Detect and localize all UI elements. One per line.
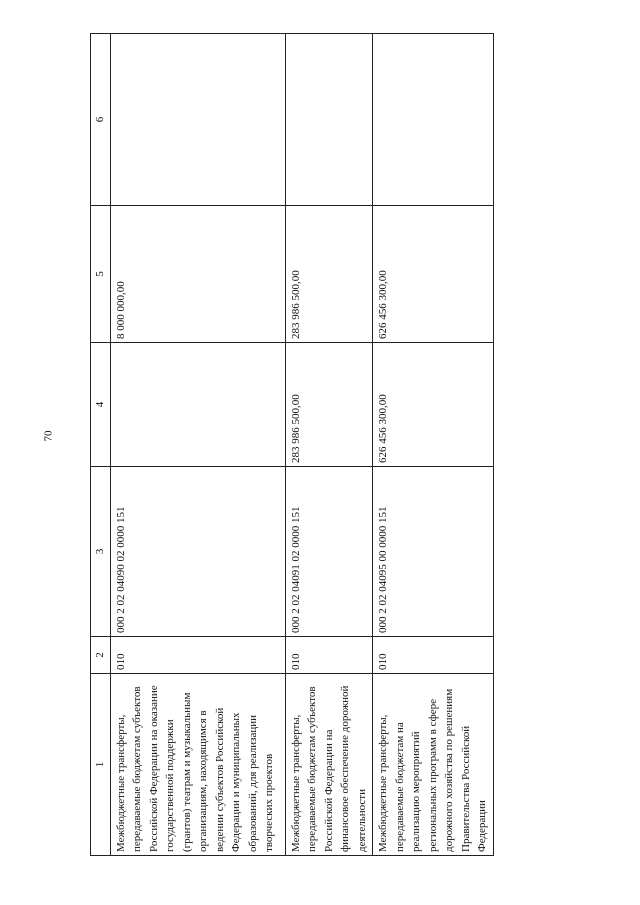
row-code-cell: 010 (285, 637, 373, 674)
page-number: 70 (42, 430, 55, 442)
row-kbk-cell: 000 2 02 04091 02 0000 151 (285, 467, 373, 637)
row-col5-cell: 8 000 000,00 (110, 206, 285, 343)
header-col-3: 3 (91, 467, 111, 637)
row-name-cell: Межбюджетные трансферты, передаваемые бюджетам на реализацию мероприятий региональных программ в сфере дорожного хозяйства по решениям Правительства Российской Федерации (373, 674, 494, 856)
table-header-row (91, 34, 111, 856)
row-col4-cell: 283 986 500,00 (285, 343, 373, 467)
row-code-cell: 010 (373, 637, 494, 674)
header-col-1: 1 (91, 674, 111, 856)
header-col-6: 6 (91, 34, 111, 206)
header-col-5: 5 (91, 206, 111, 343)
table-frame (90, 34, 488, 856)
row-col4-cell (110, 343, 285, 467)
row-col4-cell: 626 456 300,00 (373, 343, 494, 467)
row-kbk-cell: 000 2 02 04095 00 0000 151 (373, 467, 494, 637)
table-row (285, 34, 373, 856)
budget-table (90, 33, 494, 856)
table-row (373, 34, 494, 856)
row-kbk-cell: 000 2 02 04090 02 0000 151 (110, 467, 285, 637)
table-row (110, 34, 285, 856)
table-rotated-container (90, 34, 488, 856)
row-col5-cell: 283 986 500,00 (285, 206, 373, 343)
row-col6-cell (373, 34, 494, 206)
row-code-cell: 010 (110, 637, 285, 674)
row-col6-cell (110, 34, 285, 206)
row-name-cell: Межбюджетные трансферты, передаваемые бюджетам субъектов Российской Федерации на финансовое обеспечение дорожной деятельности (285, 674, 373, 856)
header-col-2: 2 (91, 637, 111, 674)
header-col-4: 4 (91, 343, 111, 467)
row-col5-cell: 626 456 300,00 (373, 206, 494, 343)
row-col6-cell (285, 34, 373, 206)
row-name-cell: Межбюджетные трансферты, передаваемые бюджетам субъектов Российской Федерации на оказание государственной поддержки (грантов) театрам и музыкальным организациям, находящимся в ведении субъектов Российской Федерации и муниципальных образований, для реализации творческих проектов (110, 674, 285, 856)
